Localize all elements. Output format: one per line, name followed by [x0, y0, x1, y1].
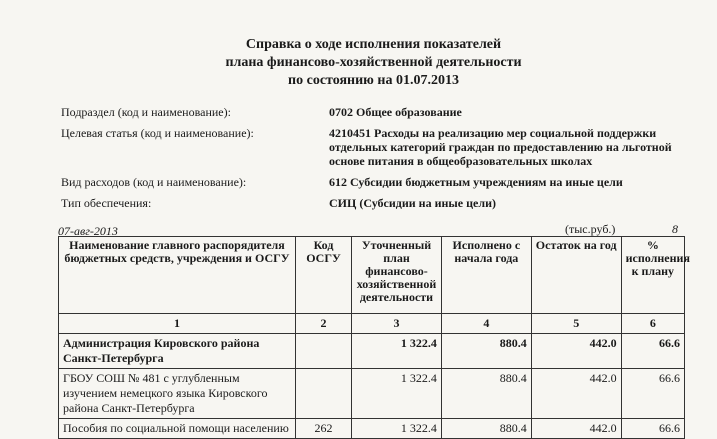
meta-label: Подраздел (код и наименование): [61, 105, 231, 119]
row-percent: 66.6 [621, 419, 684, 439]
title-line-3: по состоянию на 01.07.2013 [288, 73, 459, 88]
row-plan: 1 322.4 [352, 334, 442, 369]
table-header-row [59, 237, 685, 314]
column-header: Остаток на год [531, 237, 621, 314]
units-label: (тыс.руб.) [565, 222, 616, 236]
table-row [59, 419, 685, 439]
row-done: 880.4 [441, 369, 531, 419]
row-percent: 66.6 [621, 334, 684, 369]
column-header: % исполнения к плану [621, 237, 684, 314]
meta-row-expense-type [61, 175, 701, 189]
row-rest: 442.0 [531, 369, 621, 419]
column-header: Код ОСГУ [295, 237, 351, 314]
title-line-1: Справка о ходе исполнения показателей [245, 37, 502, 52]
meta-value: 4210451 Расходы на реализацию мер социальной поддержки отдельных категорий граждан по предоставлению на льготной основе питания в общеобразовательных школах [329, 126, 672, 168]
meta-value: СИЦ (Субсидии на иные цели) [329, 196, 496, 210]
row-name: ГБОУ СОШ № 481 с углубленным изучением немецкого языка Кировского района Санкт-Петербурга [59, 369, 296, 419]
column-number: 4 [441, 314, 531, 334]
row-code: 262 [295, 419, 351, 439]
row-code [295, 369, 351, 419]
row-plan: 1 322.4 [352, 419, 442, 439]
document-title [0, 36, 717, 90]
meta-label: Целевая статья (код и наименование): [61, 126, 254, 140]
meta-value: 0702 Общее образование [329, 105, 462, 119]
meta-label: Вид расходов (код и наименование): [61, 175, 247, 189]
meta-block [61, 105, 701, 217]
row-name: Администрация Кировского района Санкт-Петербурга [59, 334, 296, 369]
column-number: 3 [352, 314, 442, 334]
column-number-row [59, 314, 685, 334]
row-done: 880.4 [441, 334, 531, 369]
meta-row-subsection [61, 105, 701, 119]
meta-row-target-article [61, 126, 701, 168]
title-line-2: плана финансово-хозяйственной деятельности [225, 55, 522, 70]
row-plan: 1 322.4 [352, 369, 442, 419]
row-rest: 442.0 [531, 334, 621, 369]
page-number: 8 [672, 222, 678, 236]
row-done: 880.4 [441, 419, 531, 439]
column-header: Уточненный план финансово-хозяйственной деятельности [352, 237, 442, 314]
row-rest: 442.0 [531, 419, 621, 439]
table-row [59, 334, 685, 369]
column-number: 1 [59, 314, 296, 334]
meta-row-provision-type [61, 196, 701, 210]
row-percent: 66.6 [621, 369, 684, 419]
column-number: 2 [295, 314, 351, 334]
execution-table [58, 236, 690, 439]
row-code [295, 334, 351, 369]
column-number: 5 [531, 314, 621, 334]
column-header: Наименование главного распорядителя бюджетных средств, учреждения и ОСГУ [59, 237, 296, 314]
report-date: 07-авг-2013 [58, 224, 118, 238]
table-row [59, 369, 685, 419]
column-number: 6 [621, 314, 684, 334]
meta-value: 612 Субсидии бюджетным учреждениям на иные цели [329, 175, 623, 189]
column-header: Исполнено с начала года [441, 237, 531, 314]
row-name: Пособия по социальной помощи населению [59, 419, 296, 439]
meta-label: Тип обеспечения: [61, 196, 152, 210]
